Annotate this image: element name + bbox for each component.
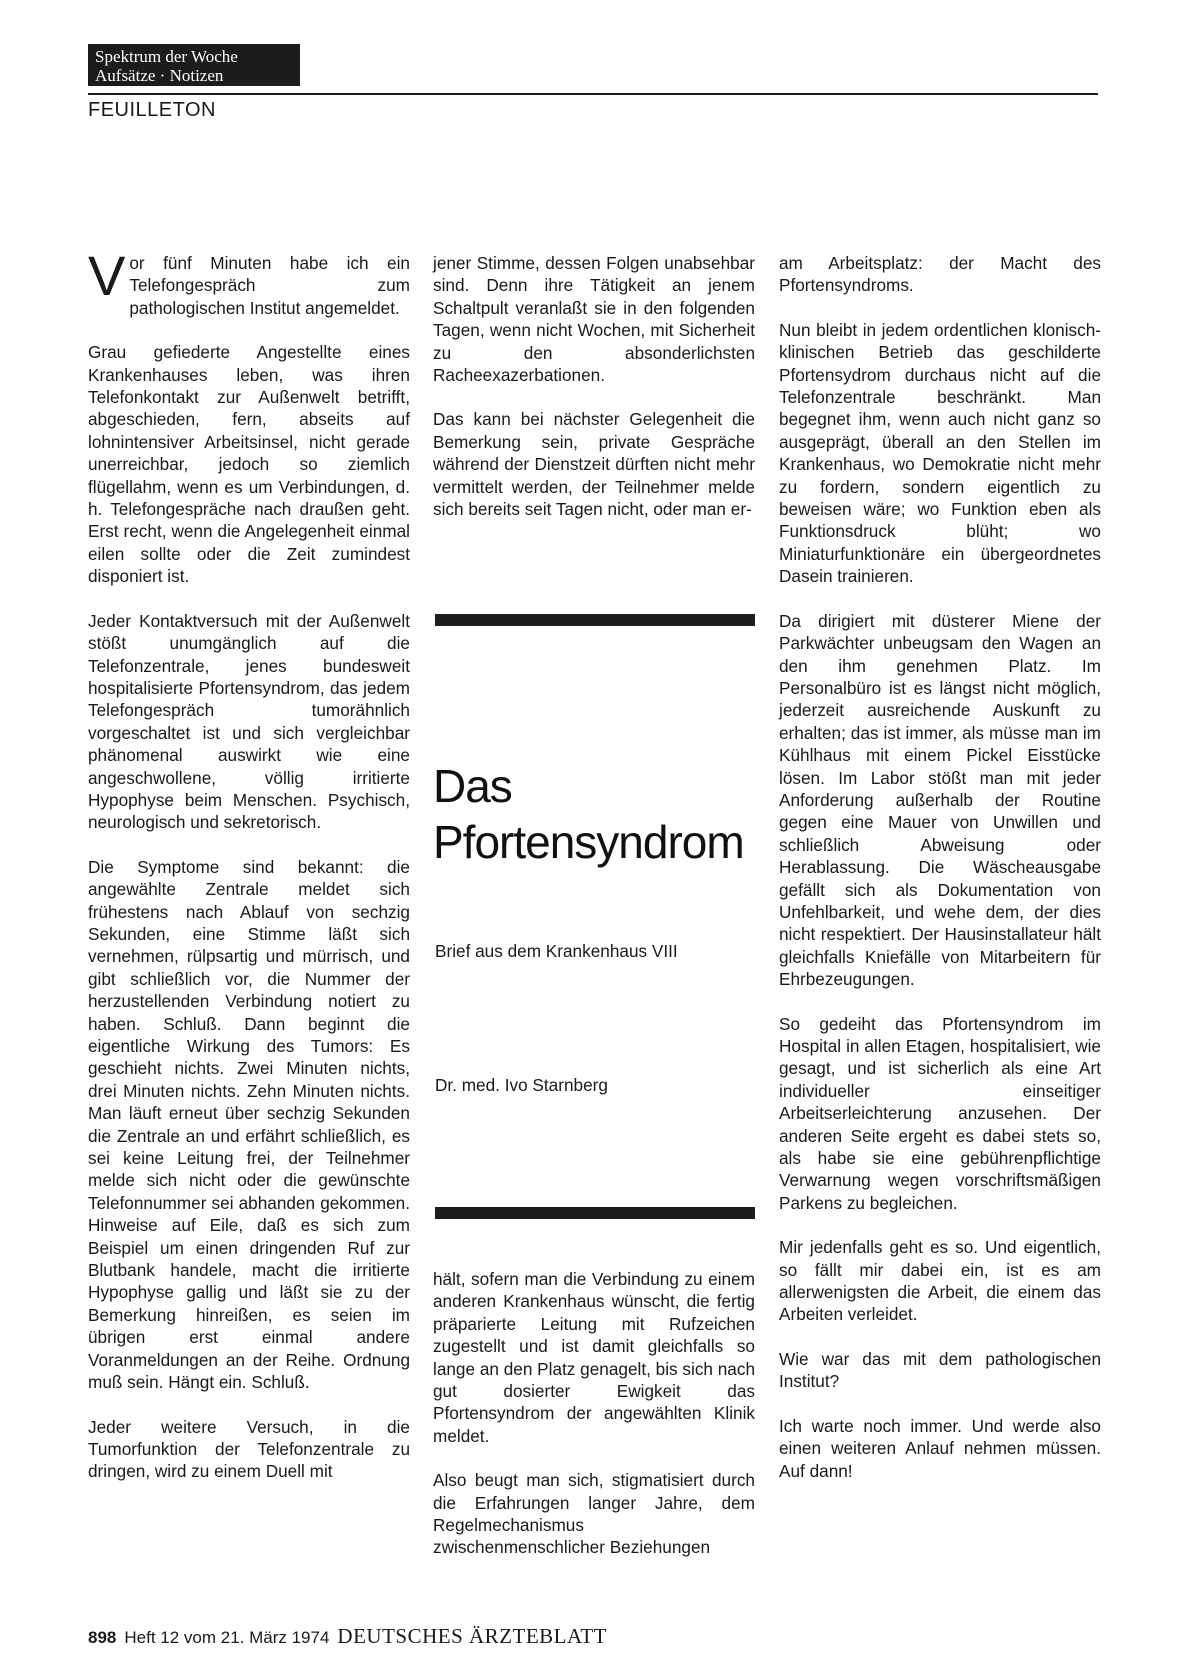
- paragraph: Ich warte noch immer. Und werde also einen weiteren Anlauf nehmen müssen. Auf dann!: [779, 1415, 1101, 1481]
- paragraph: Jeder weitere Versuch, in die Tumorfunktion der Telefonzentrale zu dringen, wird zu einem Duell mit: [88, 1416, 410, 1482]
- header-box-line1: Spektrum der Woche: [95, 47, 238, 66]
- paragraph: Wie war das mit dem pathologischen Institut?: [779, 1348, 1101, 1392]
- journal-name: DEUTSCHES ÄRZTEBLATT: [337, 1624, 607, 1648]
- column-2-bottom: [433, 1268, 755, 1581]
- paragraph: Das kann bei nächster Gelegenheit die Bemerkung sein, private Gespräche während der Dienstzeit dürften nicht mehr vermittelt werden, der Teilnehmer melde sich bereits seit Tagen nicht, oder man er-: [433, 409, 755, 520]
- paragraph: [88, 244, 410, 319]
- title-line-1: Das: [433, 760, 512, 812]
- article-subtitle: Brief aus dem Krankenhaus VIII: [435, 941, 678, 961]
- title-bar-bottom: [435, 1207, 755, 1219]
- paragraph: Nun bleibt in jedem ordentlichen klonisch-klinischen Betrieb das geschilderte Pfortensydrom durchaus nicht auf die Telefonzentrale beschränkt. Man begegnet ihm, wenn auch nicht ganz so ausgeprägt, überall an den Stellen im Krankenhaus, wo Demokratie nicht mehr zu fordern, sondern eigentlich zu beweisen wäre; wo Funktion eben als Funktionsdruck blüht; wo Miniaturfunktionäre ein übergeordnetes Dasein trainieren.: [779, 319, 1101, 587]
- title-line-2: Pfortensyndrom: [433, 816, 744, 868]
- paragraph: So gedeiht das Pfortensyndrom im Hospital in allen Etagen, hospitalisiert, wie gesagt, und ist sicherlich als eine Art individueller einseitiger Arbeitserleichterung anzusehen. Der anderen Seite ergeht es dabei stets so, als habe sie eine gebührenpflichtige Verwarnung wegen vorschriftsmäßigen Parkens zu begleichen.: [779, 1013, 1101, 1213]
- column-3: [779, 252, 1101, 1504]
- paragraph: hält, sofern man die Verbindung zu einem anderen Krankenhaus wünscht, die fertig präparierte Leitung mit Rufzeichen zugestellt und ist damit gleichfalls so lange an den Platz genagelt, bis sich nach gut dosierter Ewigkeit das Pfortensyndrom der angewählten Klinik meldet.: [433, 1269, 756, 1446]
- paragraph: Also beugt man sich, stigmatisiert durch die Erfahrungen langer Jahre, dem Regelmechanismus zwischenmenschlicher Beziehungen: [433, 1470, 755, 1558]
- paragraph: Jeder Kontaktversuch mit der Außenwelt stößt unumgänglich auf die Telefonzentrale, jenes bundesweit hospitalisierte Pfortensyndrom, das jedem Telefongespräch tumorähnlich vorgeschaltet ist und sich vergleichbar phänomenal auswirkt wie eine angeschwollene, völlig irritierte Hypophyse beim Menschen. Psychisch, neurologisch und sekretorisch.: [88, 610, 410, 833]
- paragraph: Die Symptome sind bekannt: die angewählte Zentrale meldet sich frühestens nach Ablauf von sechzig Sekunden, eine Stimme läßt sich vernehmen, rülpsartig und mürrisch, und gibt schließlich vor, die Nummer der herzustellenden Verbindung notiert zu haben. Schluß. Dann beginnt die eigentliche Wirkung des Tumors: Es geschieht nichts. Zwei Minuten nichts, drei Minuten nichts. Zehn Minuten nichts. Man läuft erneut über sechzig Sekunden die Zentrale an und erfährt schließlich, es sei keine Leitung frei, der Teilnehmer melde sich nicht oder die gewünschte Telefonnummer sei abhanden gekommen. Hinweise auf Eile, daß es sich zum Beispiel um einen dringenden Ruf zur Blutbank handele, macht die irritierte Hypophyse gallig und läßt sie zu der Bemerkung hinreißen, es seien im übrigen erst einmal andere Voranmeldungen an der Reihe. Ordnung muß sein. Hängt ein. Schluß.: [88, 856, 410, 1393]
- issue-info: Heft 12 vom 21. März 1974: [124, 1628, 330, 1647]
- page-footer: [88, 1624, 607, 1649]
- paragraph: jener Stimme, dessen Folgen unabsehbar sind. Denn ihre Tätigkeit an jenem Schaltpult veranlaßt sie in den folgenden Tagen, wenn nicht Wochen, mit Sicherheit zu den absonderlichsten Racheexazerbationen.: [433, 253, 755, 386]
- title-bar-top: [435, 614, 755, 626]
- paragraph: Da dirigiert mit düsterer Miene der Parkwächter unbeugsam den Wagen an den ihm genehmen Platz. Im Personalbüro ist es längst nicht möglich, jederzeit ausreichende Auskunft zu erhalten; das ist immer, als müsse man im Kühlhaus mit einem Pickel Eisstücke lösen. Im Labor stößt man mit jeder Anforderung außerhalb der Routine gegen eine Mauer von Unwillen und schließlich Abweisung oder Herablassung. Die Wäscheausgabe gefällt sich als Dokumentation von Unfehlbarkeit, und wehe dem, der dies nicht respektiert. Der Hausinstallateur hält gleichfalls Kniefälle von Mitarbeitern für Ehrbezeugungen.: [779, 610, 1101, 990]
- article-author: Dr. med. Ivo Starnberg: [435, 1075, 608, 1095]
- paragraph: am Arbeitsplatz: der Macht des Pfortensyndroms.: [779, 253, 1101, 296]
- header-rule: [88, 93, 1098, 95]
- column-2-top: [433, 252, 755, 542]
- column-1: [88, 244, 410, 1505]
- paragraph: Grau gefiederte Angestellte eines Krankenhauses leben, was ihren Telefonkontakt zur Außenwelt betrifft, abgeschieden, fern, abseits auf lohnintensiver Arbeitsinsel, nicht gerade unerreichbar, jedoch so ziemlich flügellahm, wenn es um Verbindungen, d. h. Telefongespräche nach draußen geht. Erst recht, wenn die Angelegenheit einmal eilen sollte oder die Zeit zumindest disponiert ist.: [88, 342, 410, 587]
- section-label: FEUILLETON: [88, 99, 216, 121]
- paragraph: Mir jedenfalls geht es so. Und eigentlich, so fällt mir dabei ein, ist es am allerwenigsten die Arbeit, die einem das Arbeiten verleidet.: [779, 1237, 1101, 1325]
- drop-cap: V: [88, 244, 126, 307]
- header-box-line2: Aufsätze · Notizen: [95, 66, 224, 85]
- section-header-box: [88, 44, 300, 86]
- paragraph-text: or fünf Minuten habe ich ein Telefongespräch zum pathologischen Institut angemeldet.: [129, 253, 410, 318]
- page-number: 898: [88, 1628, 117, 1647]
- article-title: [433, 758, 744, 870]
